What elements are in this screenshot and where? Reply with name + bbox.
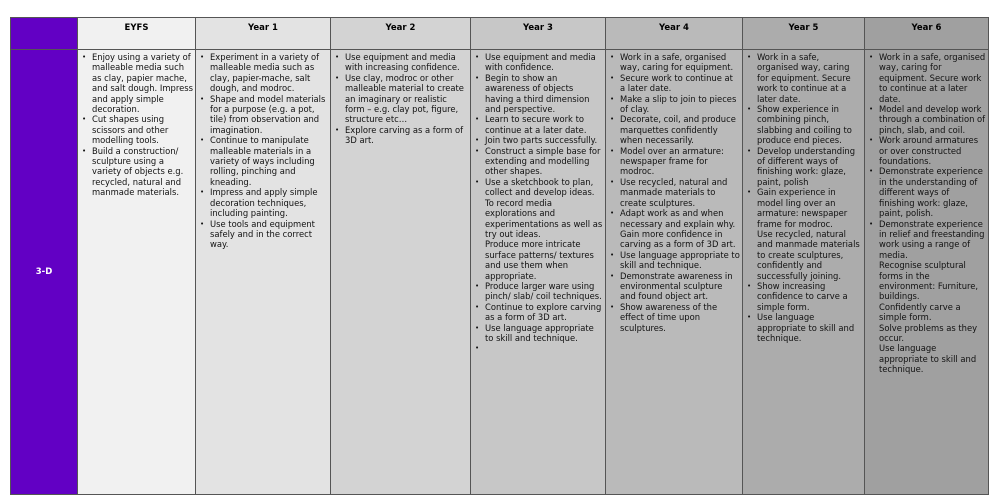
header-year-6: Year 6: [865, 18, 989, 50]
cell-eyfs: [78, 50, 196, 495]
objective-item: • Use a sketchbook to plan, collect and develop ideas. To record media explorations and experimentations as well as try out ideas.: [475, 177, 603, 239]
cell-year-6: [865, 50, 989, 495]
cell-year-1: [196, 50, 331, 495]
objective-item: • Use tools and equipment safely and in the correct way.: [200, 219, 328, 250]
objective-item: • Develop understanding of different ways of finishing work: glaze, paint, polish: [747, 146, 862, 188]
header-year-1: Year 1: [196, 18, 331, 50]
objective-item: • Impress and apply simple decoration techniques, including painting.: [200, 187, 328, 218]
objective-item: • Learn to secure work to continue at a later date.: [475, 114, 603, 135]
cell-year-4: [606, 50, 743, 495]
objective-item: • Gain experience in model ling over an armature: newspaper frame for modroc.: [747, 187, 862, 229]
row-3d: [11, 50, 989, 495]
objective-item: • Join two parts successfully.: [475, 135, 603, 145]
objective-item: • Continue to manipulate malleable materials in a variety of ways including rolling, pinching and kneading.: [200, 135, 328, 187]
objective-item: Recognise sculptural forms in the environment: Furniture, buildings.: [879, 260, 979, 302]
objective-item: • Enjoy using a variety of malleable media such as clay, papier mache, and salt dough. Impress and apply simple decoration.: [82, 52, 193, 114]
objective-item: • Produce larger ware using pinch/ slab/ coil techniques.: [475, 281, 603, 302]
objective-item: • Show awareness of the effect of time upon sculptures.: [610, 302, 740, 333]
objective-item: • Use language appropriate to skill and technique.: [747, 312, 862, 343]
objective-item: • Decorate, coil, and produce marquettes confidently when necessarily.: [610, 114, 740, 145]
objective-item: • Adapt work as and when necessary and explain why.: [610, 208, 740, 229]
objective-item: Use recycled, natural and manmade materials to create sculptures, confidently and successfully joining.: [757, 228, 860, 281]
objective-item: • Build a construction/ sculpture using a variety of objects e.g. recycled, natural and manmade materials.: [82, 146, 193, 198]
objective-item: Confidently carve a simple form.: [879, 301, 961, 323]
header-year-5: Year 5: [743, 18, 865, 50]
objective-item: • Use clay, modroc or other malleable material to create an imaginary or realistic form – e.g. clay pot, figure, structure etc…: [335, 73, 468, 125]
curriculum-table: [10, 17, 989, 495]
objective-list: [606, 50, 742, 333]
header-year-3: Year 3: [471, 18, 606, 50]
header-year-4: Year 4: [606, 18, 743, 50]
objective-list: [471, 50, 605, 343]
objective-item: • Construct a simple base for extending and modelling other shapes.: [475, 146, 603, 177]
objective-item: • Work around armatures or over constructed foundations.: [869, 135, 986, 166]
objective-item: • Use language appropriate to skill and technique.: [610, 250, 740, 271]
objective-item: • Use recycled, natural and manmade materials to create sculptures.: [610, 177, 740, 208]
cell-year-3: [471, 50, 606, 495]
objective-item: Produce more intricate surface patterns/ textures and use them when appropriate.: [485, 239, 594, 281]
cell-year-5: [743, 50, 865, 495]
header-corner: [11, 18, 78, 50]
objective-list: [865, 50, 988, 375]
objective-item: • Work in a safe, organised way, caring for equipment. Secure work to continue at a later date.: [869, 52, 986, 104]
objective-item: • Work in a safe, organised way, caring for equipment. Secure work to continue at a later date.: [747, 52, 862, 104]
objective-item: • Begin to show an awareness of objects having a third dimension and perspective.: [475, 73, 603, 115]
objective-item: Use language appropriate to skill and technique.: [879, 343, 977, 375]
objective-item: • Shape and model materials for a purpose (e.g. a pot, tile) from observation and imagination.: [200, 94, 328, 136]
objective-list: [78, 50, 195, 198]
objective-item: • Make a slip to join to pieces of clay.: [610, 94, 740, 115]
objective-item: • Secure work to continue at a later date.: [610, 73, 740, 94]
objective-item: • Explore carving as a form of 3D art.: [335, 125, 468, 146]
header-eyfs: EYFS: [78, 18, 196, 50]
objective-list: [196, 50, 330, 250]
objective-item: • Experiment in a variety of malleable media such as clay, papier-mache, salt dough, and modroc.: [200, 52, 328, 94]
objective-item: • Cut shapes using scissors and other modelling tools.: [82, 114, 193, 145]
objective-list: [743, 50, 864, 343]
header-row: [11, 18, 989, 50]
objective-item: • Demonstrate awareness in environmental sculpture and found object art.: [610, 271, 740, 302]
objective-list: [331, 50, 470, 146]
objective-item: • Use equipment and media with confidence.: [475, 52, 603, 73]
header-year-2: Year 2: [331, 18, 471, 50]
objective-item: • Model and develop work through a combination of pinch, slab, and coil.: [869, 104, 986, 135]
cell-year-2: [331, 50, 471, 495]
objective-item: • Use equipment and media with increasing confidence.: [335, 52, 468, 73]
objective-item: Gain more confidence in carving as a form of 3D art.: [620, 228, 736, 250]
row-label: 3-D: [11, 50, 78, 495]
objective-item: • Show experience in combining pinch, slabbing and coiling to produce end pieces.: [747, 104, 862, 146]
objective-item: • Demonstrate experience in the understanding of different ways of finishing work: glaze, paint, polish.: [869, 166, 986, 218]
objective-item: • Work in a safe, organised way, caring for equipment.: [610, 52, 740, 73]
objective-item: • Demonstrate experience in relief and freestanding work using a range of media.: [869, 219, 986, 261]
objective-item: • Use language appropriate to skill and technique.: [475, 323, 603, 344]
objective-item: • Continue to explore carving as a form of 3D art.: [475, 302, 603, 323]
objective-item: • Model over an armature: newspaper frame for modroc.: [610, 146, 740, 177]
objective-item: Solve problems as they occur.: [879, 322, 978, 343]
objective-item: • Show increasing confidence to carve a simple form.: [747, 281, 862, 312]
